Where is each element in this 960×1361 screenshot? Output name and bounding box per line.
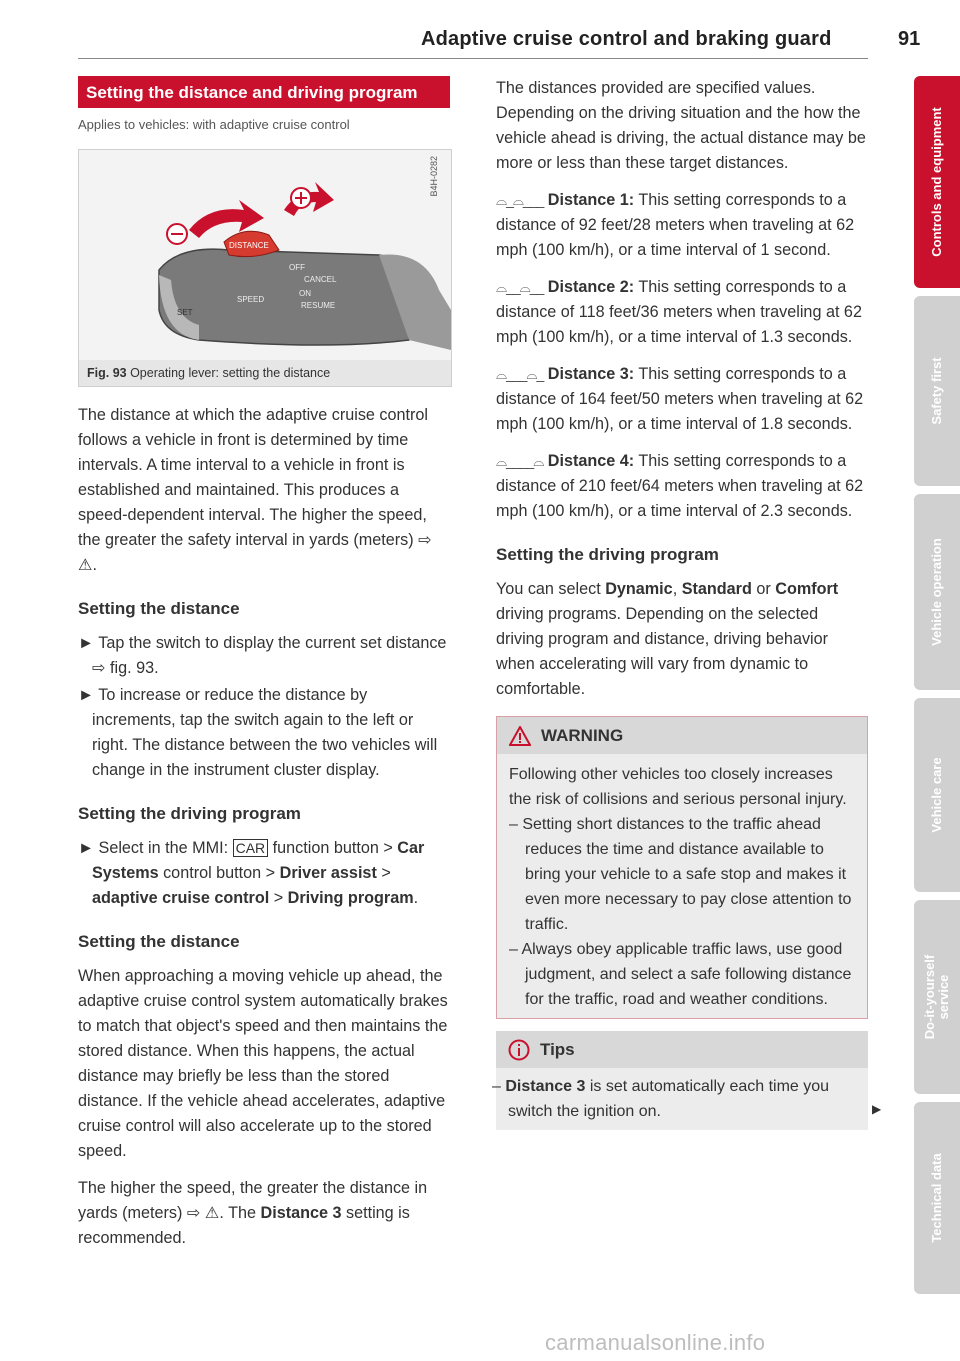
- distance-1: [496, 188, 868, 263]
- info-icon: [508, 1039, 530, 1061]
- figure-caption-text: Operating lever: setting the distance: [130, 366, 331, 380]
- tab-label: Vehicle care: [929, 757, 944, 833]
- lever-label-speed: SPEED: [237, 295, 265, 304]
- distance-4-icon: ⌓____⌓: [496, 453, 544, 469]
- page-header: [78, 22, 940, 58]
- lever-label-on: ON: [299, 289, 311, 298]
- lever-label-off: OFF: [289, 263, 305, 272]
- program-dynamic: Dynamic: [605, 580, 673, 598]
- mmi-path-part: >: [376, 864, 391, 882]
- lever-label-resume: RESUME: [301, 301, 336, 310]
- program-comfort: Comfort: [775, 580, 839, 598]
- warning-triangle-icon: [509, 726, 531, 746]
- subheading-driving-program-right: Setting the driving program: [496, 545, 719, 564]
- tips-title: Tips: [540, 1040, 575, 1059]
- program-text: ,: [672, 580, 682, 598]
- warning-item-2: – Always obey applicable traffic laws, use good judgment, and select a safe following distance for the traffic, road and weather conditions.: [509, 941, 852, 1008]
- bullet-mmi-path: [78, 836, 450, 911]
- mmi-driver-assist: Driver assist: [279, 864, 377, 882]
- distance-2-text: This setting corresponds to a distance of 118 feet/36 meters when traveling at 62 mph (100 km/h), or a time interval of 1.3 seconds.: [496, 278, 862, 346]
- warning-box: [496, 716, 868, 1019]
- tips-text: is set automatically each time you switch the ignition on.: [508, 1078, 830, 1120]
- bullet-adjust-distance: ► To increase or reduce the distance by increments, tap the switch again to the left or right. The distance between the two vehicles will change in the instrument cluster display.: [78, 686, 438, 779]
- tab-label: Safety first: [929, 357, 944, 425]
- program-text-end: driving programs. Depending on the selected driving program and distance, driving behavior when accelerating will vary from dynamic to comfortable.: [496, 605, 829, 698]
- distance-4: [496, 449, 868, 524]
- mmi-car-systems: Car Systems: [92, 839, 425, 882]
- mmi-path-end: .: [413, 889, 419, 907]
- mmi-path-part: >: [269, 889, 288, 907]
- warning-body: [497, 754, 867, 1018]
- warning-item-1: – Setting short distances to the traffic ahead reduces the time and distance available to bring your vehicle to a safe stop and makes it even more necessary to pay close attention to traffic.: [509, 816, 852, 933]
- distance-2: [496, 275, 868, 350]
- program-text: or: [751, 580, 776, 598]
- distance-2-label: Distance 2:: [547, 278, 635, 296]
- distance-3-icon: ⌓___⌓_: [496, 366, 544, 382]
- figure-caption: [79, 360, 451, 386]
- operating-lever-illustration: [79, 150, 451, 360]
- applies-note: Applies to vehicles: with adaptive cruise control: [78, 117, 350, 132]
- left-column: [78, 76, 450, 1263]
- distance-3: [496, 362, 868, 437]
- car-key: CAR: [233, 839, 269, 857]
- tips-header: [496, 1031, 868, 1068]
- distance-1-icon: ⌓_⌓___: [496, 192, 544, 208]
- tips-item: – Distance 3 is set automatically each time you switch the ignition on. ▶: [492, 1078, 882, 1120]
- tips-box: [492, 1031, 882, 1130]
- tab-label: Do-it-yourself service: [922, 954, 951, 1040]
- tab-label: Vehicle operation: [929, 538, 944, 646]
- mmi-adaptive-cruise: adaptive cruise control: [92, 889, 270, 907]
- mmi-path-part: function button >: [268, 839, 398, 857]
- subheading-setting-distance-2: Setting the distance: [78, 932, 240, 951]
- lever-label-cancel: CANCEL: [304, 275, 337, 284]
- lever-label-set: SET: [177, 308, 193, 317]
- figure-code: B4H-0282: [429, 156, 439, 197]
- lever-label-distance: DISTANCE: [229, 241, 269, 250]
- intro-paragraph: The distance at which the adaptive cruise control follows a vehicle in front is determined by time intervals. A time interval to a vehicle in front is established and maintained. This produces a speed-dependent interval. The higher the speed, the greater the safety interval in yards (meters) ⇨ ⚠.: [78, 406, 432, 574]
- distance-1-label: Distance 1:: [547, 191, 635, 209]
- program-standard: Standard: [681, 580, 752, 598]
- tips-distance: Distance 3: [505, 1078, 586, 1095]
- section-title: Setting the distance and driving program: [78, 76, 450, 108]
- figure-number: Fig. 93: [87, 366, 127, 380]
- page-title: Adaptive cruise control and braking guard: [421, 28, 832, 50]
- tab-label: Controls and equipment: [929, 107, 944, 257]
- tab-controls-equipment[interactable]: [914, 76, 960, 288]
- tab-vehicle-operation[interactable]: [914, 494, 960, 690]
- program-text: You can select: [496, 580, 606, 598]
- recommend-text: The higher the speed, the greater the distance in yards (meters) ⇨ ⚠. The: [78, 1179, 428, 1222]
- warning-header: [497, 717, 867, 754]
- page-number: 91: [898, 28, 921, 50]
- figure-93: [78, 149, 452, 387]
- distance-4-text: This setting corresponds to a distance of 210 feet/64 meters when traveling at 62 mph (100 km/h), or a time interval of 2.3 seconds.: [496, 452, 864, 520]
- right-column: [492, 76, 882, 1130]
- distance-3-text: This setting corresponds to a distance of 164 feet/50 meters when traveling at 62 mph (100 km/h), or a time interval of 1.8 seconds.: [496, 365, 864, 433]
- tab-do-it-yourself[interactable]: [914, 900, 960, 1094]
- tab-label: Technical data: [929, 1153, 944, 1243]
- distance-3-label: Distance 3:: [547, 365, 635, 383]
- mmi-path-part: control button >: [158, 864, 280, 882]
- warning-title: WARNING: [541, 726, 624, 745]
- recommend-text-end: setting is recommended.: [78, 1204, 410, 1247]
- recommend-paragraph: [78, 1176, 450, 1251]
- bullet-display-distance: ► Tap the switch to display the current set distance ⇨ fig. 93.: [78, 634, 447, 677]
- tab-technical-data[interactable]: [914, 1102, 960, 1294]
- tab-safety-first[interactable]: [914, 296, 960, 486]
- tab-vehicle-care[interactable]: [914, 698, 960, 892]
- distance-1-text: This setting corresponds to a distance of 92 feet/28 meters when traveling at 62 mph (100 km/h), or a time interval of 1 second.: [496, 191, 855, 259]
- tips-dash: –: [492, 1078, 506, 1095]
- warning-text: Following other vehicles too closely increases the risk of collisions and serious personal injury.: [509, 766, 847, 808]
- mmi-path-prefix: ► Select in the MMI:: [78, 839, 233, 857]
- approach-paragraph: When approaching a moving vehicle up ahead, the adaptive cruise control system automatically brakes to match that object's speed and then maintains the stored distance. When this happens, the actual distance may briefly be less than the stored distance. If the vehicle ahead accelerates, adaptive cruise control will also accelerate up to the stored speed.: [78, 967, 448, 1160]
- distances-intro: The distances provided are specified values. Depending on the driving situation and the how the vehicle ahead is driving, the actual distance may be more or less than these target distances.: [496, 79, 866, 172]
- distance-4-label: Distance 4:: [547, 452, 635, 470]
- subheading-driving-program: Setting the driving program: [78, 804, 301, 823]
- subheading-setting-distance: Setting the distance: [78, 599, 240, 618]
- header-divider: [78, 58, 868, 59]
- mmi-driving-program: Driving program: [287, 889, 414, 907]
- program-paragraph: [496, 577, 868, 702]
- distance-2-icon: ⌓__⌓__: [496, 279, 544, 295]
- watermark: carmanualsonline.info: [545, 1330, 766, 1355]
- recommend-distance: Distance 3: [260, 1204, 342, 1222]
